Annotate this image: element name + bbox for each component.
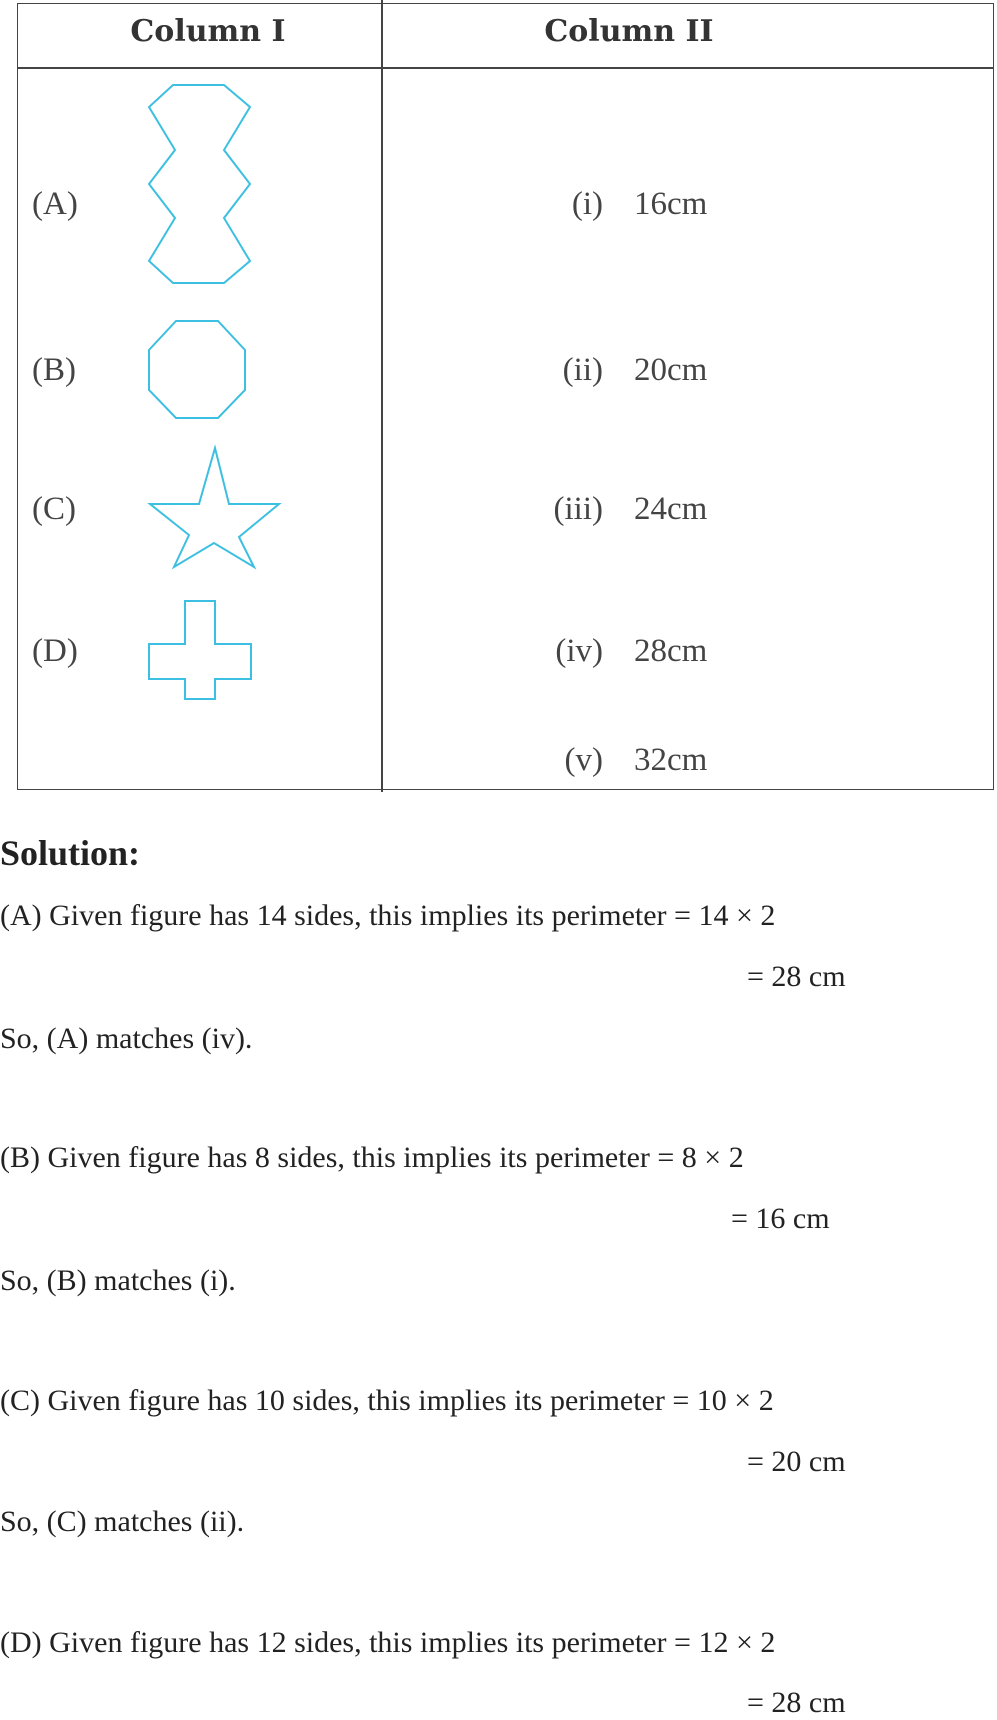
solution-a-result: = 28 cm (747, 960, 846, 993)
row-label-b: (B) (32, 352, 76, 388)
solution-a-conclusion: So, (A) matches (iv). (0, 1022, 253, 1055)
row-label-d: (D) (32, 633, 78, 669)
solution-d-result: = 28 cm (747, 1686, 846, 1719)
solution-c-statement: (C) Given figure has 10 sides, this implies its perimeter = 10 × 2 (0, 1384, 774, 1417)
row-label-c: (C) (32, 491, 76, 527)
octagon-shape (148, 320, 246, 419)
column-2-header: Column II (544, 14, 714, 49)
solution-title: Solution: (0, 833, 141, 873)
header-divider (17, 67, 994, 69)
option-value-ii: 20cm (634, 352, 708, 388)
solution-d-statement: (D) Given figure has 12 sides, this implies its perimeter = 12 × 2 (0, 1626, 776, 1659)
solution-b-conclusion: So, (B) matches (i). (0, 1264, 236, 1297)
column-1-header: Column I (130, 14, 286, 49)
solution-a-statement: (A) Given figure has 14 sides, this implies its perimeter = 14 × 2 (0, 899, 776, 932)
option-numeral-iii: (iii) (553, 491, 603, 527)
option-numeral-ii: (ii) (562, 352, 603, 388)
option-numeral-v: (v) (564, 742, 603, 778)
option-value-i: 16cm (634, 186, 708, 222)
stacked-hexagons-shape (148, 84, 254, 284)
solution-c-result: = 20 cm (747, 1445, 846, 1478)
cross-shape (148, 600, 252, 700)
option-value-iii: 24cm (634, 491, 708, 527)
column-divider (381, 0, 383, 792)
solution-c-conclusion: So, (C) matches (ii). (0, 1505, 245, 1538)
option-numeral-iv: (iv) (555, 633, 603, 669)
option-numeral-i: (i) (571, 186, 603, 222)
solution-b-statement: (B) Given figure has 8 sides, this implies its perimeter = 8 × 2 (0, 1141, 744, 1174)
solution-b-result: = 16 cm (731, 1202, 830, 1235)
star-shape (149, 447, 280, 568)
option-value-iv: 28cm (634, 633, 708, 669)
option-value-v: 32cm (634, 742, 708, 778)
row-label-a: (A) (32, 186, 78, 222)
